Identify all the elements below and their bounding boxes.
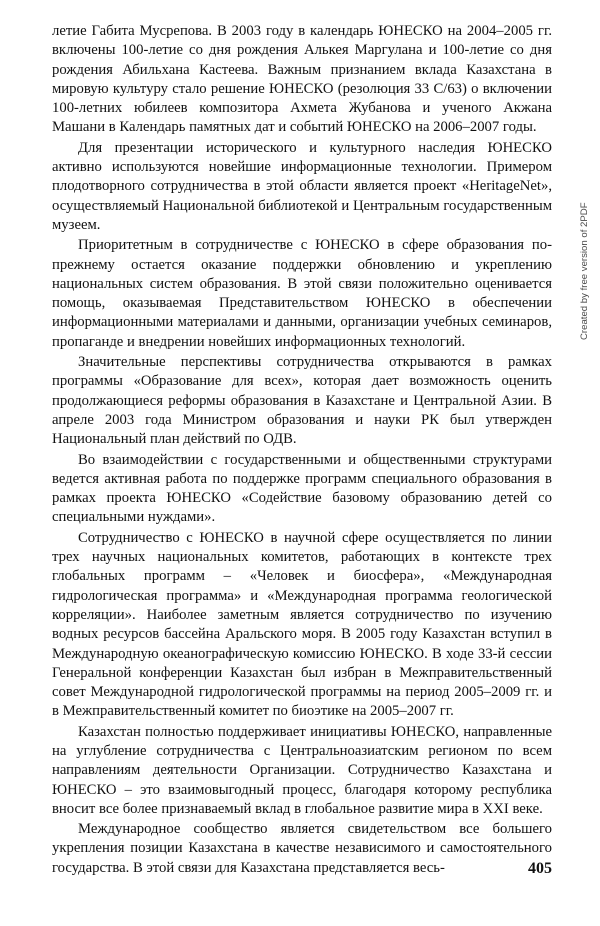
paragraph-4: Значительные перспективы сотрудничества открываются в рамках программы «Образование для всех», которая дает возможность оценить продолжающиеся реформы образования в Казахстане и Центральной Азии. В апреле 2003 года Министром образования и науки РК был утвержден Национальный план действий по ОДВ. xyxy=(52,354,552,448)
watermark xyxy=(579,202,599,340)
page-number: 405 xyxy=(528,860,552,877)
paragraph-5: Во взаимодействии с государственными и общественными структурами ведется активная работа по поддержке программ специального образования в рамках проекта ЮНЕСКО «Содействие базовому образованию детей со специальными нуждами». xyxy=(52,451,552,526)
paragraph-2: Для презентации исторического и культурного наследия ЮНЕСКО активно используются новейшие информационные технологии. Примером плодотворного сотрудничества в этой области является проект «HeritageNet», осуществляемый Национальной библиотекой и Центральным государственным музеем. xyxy=(52,139,552,233)
paragraph-6: Сотрудничество с ЮНЕСКО в научной сфере осуществляется по линии трех научных национальных комитетов, работающих в контексте трех глобальных программ – «Человек и биосфера», «Международная гидрологическая программа» и «Международная программа геологической корреляции». Наиболее заметным является сотрудничество по изучению водных ресурсов бассейна Аральского моря. В 2005 году Казахстан вступил в Международную океанографическую комиссию ЮНЕСКО. В ходе 33-й сессии Генеральной конференции Казахстан был избран в Межправительственный совет Международной гидрологической программы на период 2005–2009 гг. и в Межправительственный комитет по биоэтике на 2005–2007 гг. xyxy=(52,529,552,720)
paragraph-1: летие Габита Мусрепова. В 2003 году в календарь ЮНЕСКО на 2004–2005 гг. включены 100-летие со дня рождения Алькея Маргулана и 100-летие со дня рождения Абильхана Кастеева. Важным признанием вклада Казахстана в мировую культуру стало решение ЮНЕСКО (резолюция 33 С/63) о включении 100-летних юбилеев композитора Ахмета Жубанова и ученого Акжана Машани в Календарь памятных дат и событий ЮНЕСКО на 2006–2007 годы. xyxy=(52,23,552,136)
paragraph-7: Казахстан полностью поддерживает инициативы ЮНЕСКО, направленные на углубление сотрудничества с Центральноазиатским регионом по всем направлениям деятельности Организации. Сотрудничество Казахстана и ЮНЕСКО – это взаимовыгодный процесс, благодаря которому республика вносит все более признаваемый вклад в глобальное развитие мира в XXI веке. xyxy=(52,723,552,817)
paragraph-3: Приоритетным в сотрудничестве с ЮНЕСКО в сфере образования по-прежнему остается оказание поддержки обновлению и укреплению национальных систем образования. В этой связи положительно оценивается помощь, оказываемая Представительством ЮНЕСКО в обеспечении информационными материалами и данными, организации учебных семинаров, пропаганде и внедрении новейших информационных технологий. xyxy=(52,237,552,350)
paragraph-8: Международное сообщество является свидетельством все большего укрепления позиции Казахстана в качестве независимого и самостоятельного государства. В этой связи для Казахстана представляется весь- xyxy=(52,821,552,876)
watermark-text: Created by free version of 2PDF xyxy=(579,202,590,340)
page-body xyxy=(52,22,552,878)
